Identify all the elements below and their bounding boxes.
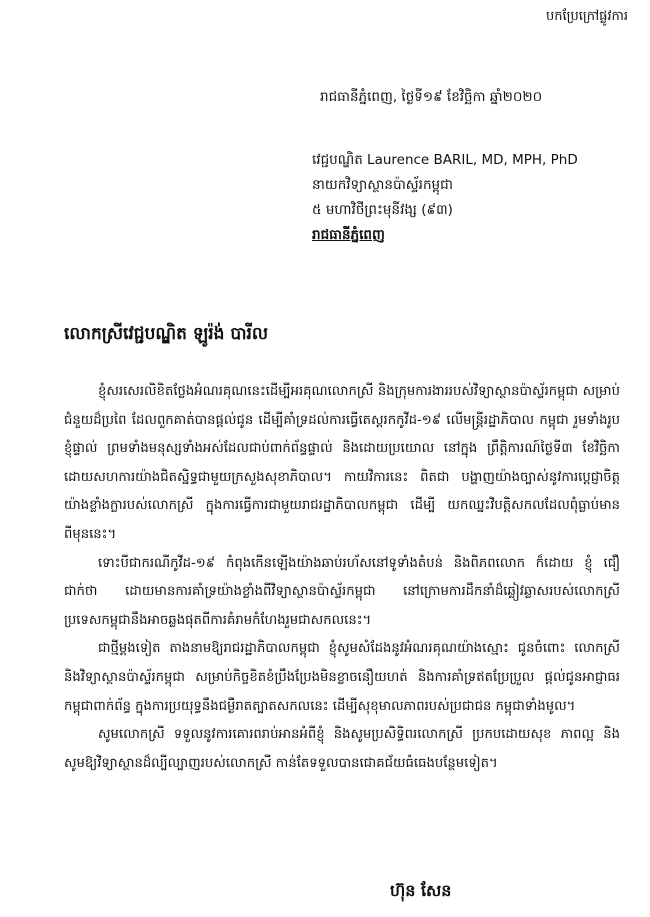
date-line: រាជធានីភ្នំពេញ, ថ្ងៃទី១៩ ខែវិច្ឆិកា ឆ្នាំ២០២០ [320,89,543,105]
body-paragraph: ខ្ញុំសរសេរលិខិតថ្លែងអំណរគុណនេះដើម្បីអរគុណលោកស្រី និងក្រុមការងាររបស់វិទ្យាស្ថានប៉ាស្ទ័រកម្ពុជា សម្រាប់ជំនួយដ៏ប្រពៃ ដែលពួកគាត់បានផ្តល់ជូន ដើម្បីគាំទ្រដល់ការធ្វើតេស្តរកកូវីដ-១៩ លើមន្ត្រីរដ្ឋាភិបាល កម្ពុជា រួមទាំងរូបខ្ញុំផ្ទាល់ ព្រមទាំងមនុស្សទាំងអស់ដែលជាប់ពាក់ព័ន្ធផ្ទាល់ និងដោយប្រយោល នៅក្នុង ព្រឹត្តិការណ៍ថ្ងៃទី៣ ខែវិច្ឆិកា ដោយសហការយ៉ាងជិតស្និទ្ធជាមួយក្រសួងសុខាភិបាល។ កាយវិការនេះ ពិតជា បង្ហាញយ៉ាងច្បាស់នូវការប្តេជ្ញាចិត្តយ៉ាងខ្លាំងក្លារបស់លោកស្រី ក្នុងការធ្វើការជាមួយរាជរដ្ឋាភិបាលកម្ពុជា ដើម្បី យកឈ្នះវិបត្តិសកលដែលពុំធ្លាប់មានពីមុននេះ។ [64,384,620,542]
salutation: លោកស្រីវេជ្ជបណ្ឌិត ឡូរ៉ង់ បារីល [64,324,269,344]
translation-note: បកប្រែក្រៅផ្លូវការ [545,9,628,24]
signature-name: ហ៊ុន សែន [390,881,452,900]
letter-body [64,378,620,778]
recipient-title: នាយកវិទ្យាស្ថានប៉ាស្ទ័រកម្ពុជា [312,177,453,193]
recipient-city: រាជធានីភ្នំពេញ [312,227,385,243]
recipient-address: ៥ មហាវិថីព្រះមុនីវង្ស (៩៣) [312,202,453,218]
body-paragraph: ជាថ្មីម្តងទៀត តាងនាមឱ្យរាជរដ្ឋាភិបាលកម្ពុជា ខ្ញុំសូមសំដែងនូវអំណរគុណយ៉ាងស្មោះ ជូនចំពោះ លោកស្រី និងវិទ្យាស្ថានប៉ាស្ទ័រកម្ពុជា សម្រាប់កិច្ចខិតខំប្រឹងប្រែងមិនខ្លាចនឿយហត់ និងការគាំទ្រឥតប្រែប្រួល ផ្តល់ជូនអាជ្ញាធរកម្ពុជាពាក់ព័ន្ធ ក្នុងការប្រយុទ្ធនឹងជម្ងឺរាតត្បាតសកលនេះ ដើម្បីសុខុមាលភាពរបស់ប្រជាជន កម្ពុជាទាំងមូល។ [64,641,620,714]
recipient-name: វេជ្ជបណ្ឌិត Laurence BARIL, MD, MPH, PhD [312,152,578,168]
recipient-block [312,148,578,248]
body-paragraph: សូមលោកស្រី ទទួលនូវការគោរពរាប់អានអំពីខ្ញុំ និងសូមប្រសិទ្ធិពរលោកស្រី ប្រកបដោយសុខ ភាពល្អ និងសូមឱ្យវិទ្យាស្ថានដ៏ល្បីល្បាញរបស់លោកស្រី កាន់តែទទួលបានជោគជ័យធំធេងបន្ថែមទៀត។ [64,727,620,771]
body-paragraph: ទោះបីជាករណីកូវីដ-១៩ កំពុងកើនឡើងយ៉ាងឆាប់រហ័សនៅទូទាំងតំបន់ និងពិភពលោក ក៏ដោយ ខ្ញុំ ជឿជាក់ថា ដោយមានការគាំទ្រយ៉ាងខ្លាំងពីវិទ្យាស្ថានប៉ាស្ទ័រកម្ពុជា នៅក្រោមការដឹកនាំដ៏ឆ្លៀវឆ្លាសរបស់លោកស្រី ប្រទេសកម្ពុជានឹងអាចឆ្លងផុតពីការគំរាមកំហែងរួមជាសកលនេះ។ [64,555,620,628]
